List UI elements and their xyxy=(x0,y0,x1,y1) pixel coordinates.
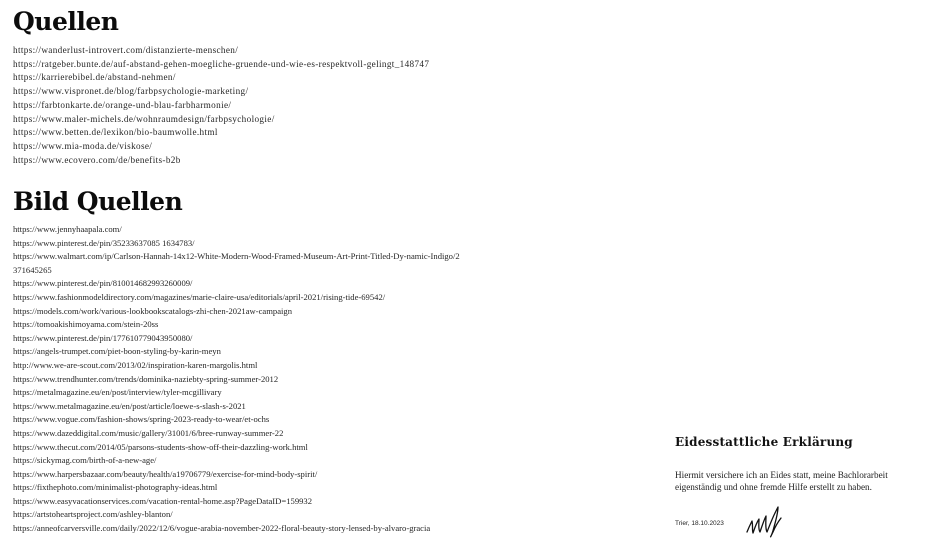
source-link[interactable]: https://karrierebibel.de/abstand-nehmen/ xyxy=(13,72,176,83)
image-source-link[interactable]: https://tomoakishimoyama.com/stein-20ss xyxy=(13,319,159,330)
image-source-link[interactable]: https://www.metalmagazine.eu/en/post/article/loewe-s-slash-s-2021 xyxy=(13,400,246,411)
image-source-link[interactable]: https://www.pinterest.de/pin/35233637085 1634783/ xyxy=(13,237,195,248)
declaration-date: Trier, 18.10.2023 xyxy=(675,520,724,527)
image-source-link[interactable]: https://angels-trumpet.com/piet-boon-styling-by-karin-meyn xyxy=(13,346,221,357)
image-source-link[interactable]: https://anneofcarversville.com/daily/2022/12/6/vogue-arabia-november-2022-floral-beauty-story-lensed-by-alvaro-gracia xyxy=(13,523,431,534)
sources-heading: Quellen xyxy=(13,7,119,36)
declaration-title: Eidesstattliche Erklärung xyxy=(675,435,853,449)
image-source-link[interactable]: https://www.dazeddigital.com/music/gallery/31001/6/bree-runway-summer-22 xyxy=(13,427,284,438)
image-source-link[interactable]: https://metalmagazine.eu/en/post/interview/tyler-mcgillivary xyxy=(13,387,222,398)
declaration-block xyxy=(675,435,925,493)
image-source-link[interactable]: https://fixthephoto.com/minimalist-photography-ideas.html xyxy=(13,482,218,493)
source-link[interactable]: https://wanderlust-introvert.com/distanzierte-menschen/ xyxy=(13,45,239,55)
image-source-link[interactable]: https://www.vogue.com/fashion-shows/spring-2023-ready-to-wear/et-ochs xyxy=(13,414,270,425)
signature-icon xyxy=(745,505,785,539)
image-source-link[interactable]: https://www.trendhunter.com/trends/dominika-naziebty-spring-summer-2012 xyxy=(13,373,279,384)
image-source-link[interactable]: https://www.thecut.com/2014/05/parsons-students-show-off-their-dazzling-work.html xyxy=(13,441,308,452)
image-source-link[interactable]: https://artstoheartsproject.com/ashley-blanton/ xyxy=(13,509,173,520)
image-source-link[interactable]: https://www.jennyhaapala.com/ xyxy=(13,224,122,234)
image-source-link[interactable]: https://www.harpersbazaar.com/beauty/health/a19706779/exercise-for-mind-body-spirit/ xyxy=(13,468,318,479)
source-link[interactable]: https://www.betten.de/lexikon/bio-baumwolle.html xyxy=(13,127,218,138)
image-source-link[interactable]: https://www.pinterest.de/pin/810014682993260009/ xyxy=(13,278,193,289)
image-sources-heading: Bild Quellen xyxy=(13,187,183,216)
image-source-link[interactable]: https://www.pinterest.de/pin/177610779043950080/ xyxy=(13,332,193,343)
image-sources-list xyxy=(13,223,473,536)
image-source-link[interactable]: https://models.com/work/various-lookbookscatalogs-zhi-chen-2021aw-campaign xyxy=(13,305,292,316)
image-source-link[interactable]: https://www.easyvacationservices.com/vacation-rental-home.asp?PageDataID=159932 xyxy=(13,495,313,506)
source-link[interactable]: https://www.ecovero.com/de/benefits-b2b xyxy=(13,154,181,165)
source-link[interactable]: https://farbtonkarte.de/orange-und-blau-farbharmonie/ xyxy=(13,99,232,110)
source-link[interactable]: https://ratgeber.bunte.de/auf-abstand-gehen-moegliche-gruende-und-wie-es-respektvoll-gelingt_148747 xyxy=(13,58,430,69)
image-source-link[interactable]: https://www.fashionmodeldirectory.com/magazines/marie-claire-usa/editorials/april-2021/rising-tide-69542/ xyxy=(13,291,386,302)
image-source-link[interactable]: https://www.walmart.com/ip/Carlson-Hannah-14x12-White-Modern-Wood-Framed-Museum-Art-Print-Titled-Dy-namic-Indigo/2371645265 xyxy=(13,251,460,275)
declaration-text: Hiermit versichere ich an Eides statt, meine Bachlorarbeit eigenständig und ohne fremde Hilfe erstellt zu haben. xyxy=(675,470,888,492)
source-link[interactable]: https://www.maler-michels.de/wohnraumdesign/farbpsychologie/ xyxy=(13,113,275,124)
image-source-link[interactable]: http://www.we-are-scout.com/2013/02/inspiration-karen-margolis.html xyxy=(13,359,258,370)
source-link[interactable]: https://www.vispronet.de/blog/farbpsychologie-marketing/ xyxy=(13,86,249,97)
sources-list xyxy=(13,44,473,167)
source-link[interactable]: https://www.mia-moda.de/viskose/ xyxy=(13,140,153,151)
declaration-footer xyxy=(675,505,795,545)
image-source-link[interactable]: https://sickymag.com/birth-of-a-new-age/ xyxy=(13,455,157,466)
